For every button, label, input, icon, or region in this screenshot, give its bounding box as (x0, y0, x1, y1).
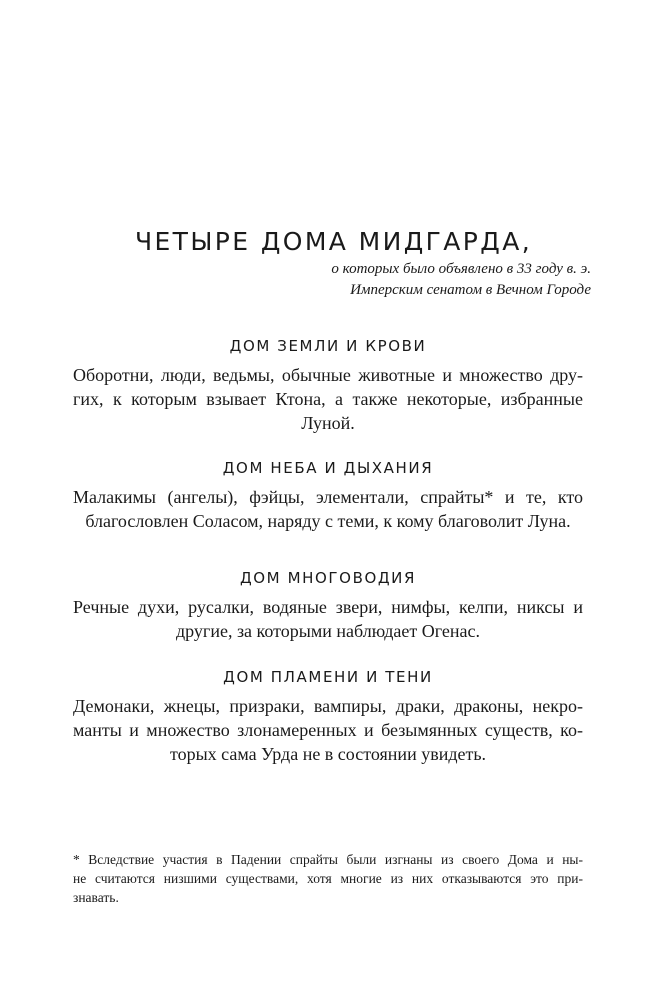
house-heading: ДОМ ПЛАМЕНИ И ТЕНИ (223, 668, 433, 686)
house-earth-and-blood (73, 336, 583, 435)
page-title: ЧЕТЫРЕ ДОМА МИДГАРДА, (134, 227, 533, 256)
house-flame-and-shadow (73, 667, 583, 766)
house-sky-and-breath (73, 458, 583, 533)
footnote (73, 850, 583, 907)
subtitle-line-1: о которых было объявлено в 33 году в. э. (331, 261, 591, 277)
house-heading: ДОМ НЕБА И ДЫХАНИЯ (222, 459, 434, 477)
subtitle-line-2: Имперским сенатом в Вечном Городе (350, 282, 591, 298)
footnote-line-2: не считаются низшими существами, хотя многие из них отказываются это при- (73, 871, 583, 886)
house-description: Речные духи, русалки, водяные звери, нимфы, келпи, никсы и другие, за которыми наблюдает Огенас. (73, 597, 583, 641)
house-description: Малакимы (ангелы), фэйцы, элементали, спрайты* и те, кто благословлен Соласом, наряду с теми, к кому благоволит Луна. (73, 487, 583, 531)
house-many-waters (73, 568, 583, 643)
house-description: Демонаки, жнецы, призраки, вампиры, драки, драконы, некроманты и множество злонамеренных и безымянных существ, которых сама Урда не в состоянии увидеть. (73, 696, 583, 764)
footnote-line-1: * Вследствие участия в Падении спрайты были изгнаны из своего Дома и ны- (73, 852, 583, 867)
house-heading: ДОМ ЗЕМЛИ И КРОВИ (229, 337, 427, 355)
house-description: Оборотни, люди, ведьмы, обычные животные и множество других, к которым взывает Ктона, а также некоторые, избранные Луной. (73, 365, 583, 433)
house-heading: ДОМ МНОГОВОДИЯ (239, 569, 417, 587)
footnote-line-3: знавать. (73, 890, 119, 905)
